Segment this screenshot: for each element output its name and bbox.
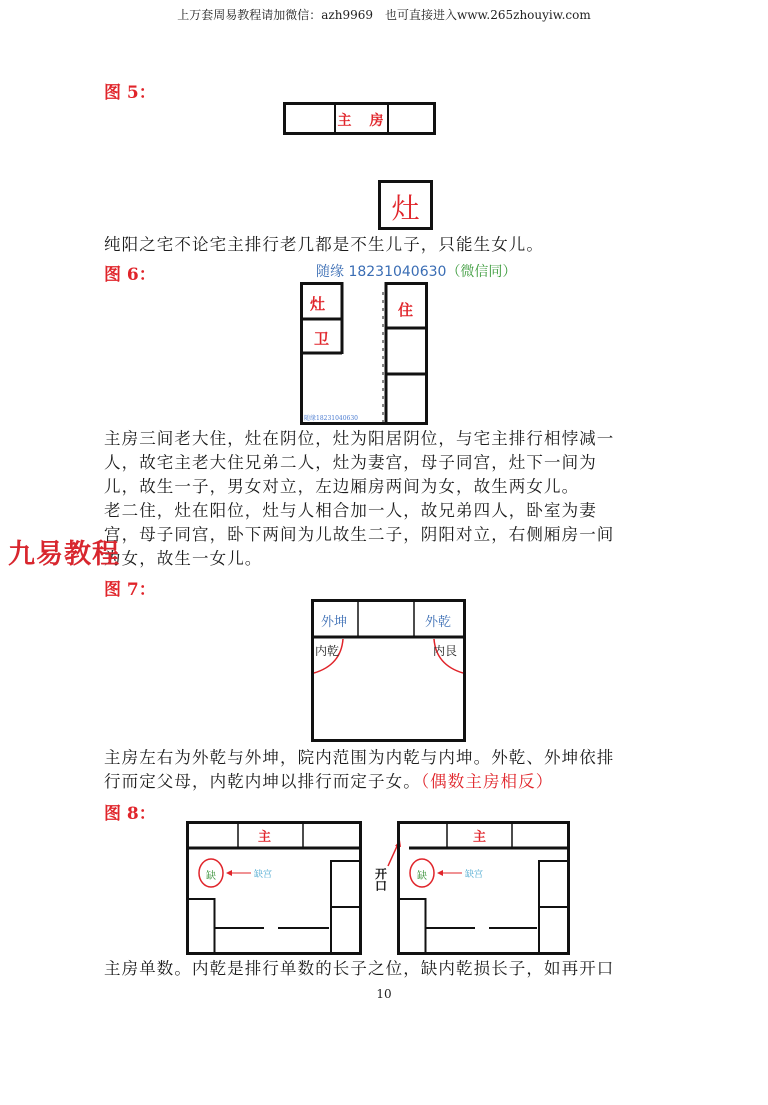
fig8-open-door-label: 开口 (375, 867, 388, 893)
figure-5-label: 图 5： (104, 83, 156, 103)
paragraph-3-line (104, 770, 664, 794)
page-header: 上万套周易教程请加微信：azh9969 也可直接进入www.265zhouyiw.com (177, 8, 591, 22)
fig8-left-missing: 缺 (206, 871, 216, 882)
fig8-left-missing-note: 缺宫 (254, 870, 273, 880)
paragraph-4: 主房单数。内乾是排行单数的长子之位，缺内乾损长子，如再开口 (104, 959, 615, 978)
fig8-left-main: 主 (258, 830, 272, 845)
fig8-left-floorplan (186, 821, 362, 955)
contact-watermark (316, 261, 516, 281)
fig5-divider (387, 105, 389, 132)
paragraph-2-line: 老二住，灶在阳位，灶与人相合加一人，故兄弟四人，卧室为妻 (104, 501, 597, 520)
paragraph-3 (104, 746, 664, 794)
paragraph-2 (104, 427, 664, 571)
fig5-stove-label: 灶 (391, 192, 420, 225)
paragraph-2-line: 主房三间老大住，灶在阴位，灶为阳居阴位，与宅主排行相悖减一 (104, 429, 615, 448)
contact-note: （微信同） (446, 264, 517, 280)
paragraph-2-line: 人，故宅主老大住兄弟二人，灶为妻宫，母子同宫，灶下一间为 (104, 453, 597, 472)
page-number: 10 (376, 987, 392, 1001)
fig6-live-label: 住 (398, 301, 414, 319)
paragraph-2-line: 儿，故生一子，男女对立，左边厢房两间为女，故生两女儿。 (104, 477, 580, 496)
fig6-tiny-watermark: 随缘18231040630 (304, 415, 358, 422)
fig7-outer-qian: 外乾 (425, 615, 452, 630)
fig8-right-missing-note: 缺宫 (465, 870, 484, 880)
paragraph-3-line: 主房左右为外乾与外坤，院内范围为内乾与内坤。外乾、外坤依排 (104, 748, 615, 767)
paragraph-2-line: 宫，母子同宫，卧下两间为儿故生二子，阴阳对立，右侧厢房一间 (104, 525, 615, 544)
fig6-toilet-label: 卫 (314, 330, 330, 348)
fig8-right-main: 主 (473, 830, 487, 845)
paragraph-3-text: 行而定父母，内乾内坤以排行而定子女。 (104, 772, 421, 791)
paragraph-3-note: （偶数主房相反） (420, 772, 554, 791)
fig7-outer-kun: 外坤 (321, 615, 348, 630)
figure-8-label: 图 8： (104, 804, 156, 824)
fig8-right-missing: 缺 (417, 871, 427, 882)
figure-6-label: 图 6： (104, 265, 156, 285)
paragraph-1: 纯阳之宅不论宅主排行老几都是不生儿子，只能生女儿。 (104, 235, 544, 254)
fig6-stove-label: 灶 (310, 295, 326, 313)
fig5-main-house (283, 102, 436, 135)
fig7-floorplan (311, 599, 466, 742)
fig8-right-floorplan (397, 821, 570, 955)
fig6-floorplan (300, 282, 428, 425)
fig5-house-label: 主 房 (337, 113, 386, 129)
contact-name: 随缘 (316, 264, 344, 280)
fig8-left-svg (186, 821, 362, 955)
contact-number: 18231040630 (348, 264, 447, 280)
fig7-inner-qian: 内乾 (315, 644, 340, 658)
fig7-inner-gen: 内艮 (433, 644, 458, 658)
paragraph-2-line: 为女，故生一女儿。 (104, 549, 263, 568)
fig5-stove-box (378, 180, 433, 230)
figure-7-label: 图 7： (104, 580, 156, 600)
brand-watermark: 九易教程 (8, 539, 120, 570)
